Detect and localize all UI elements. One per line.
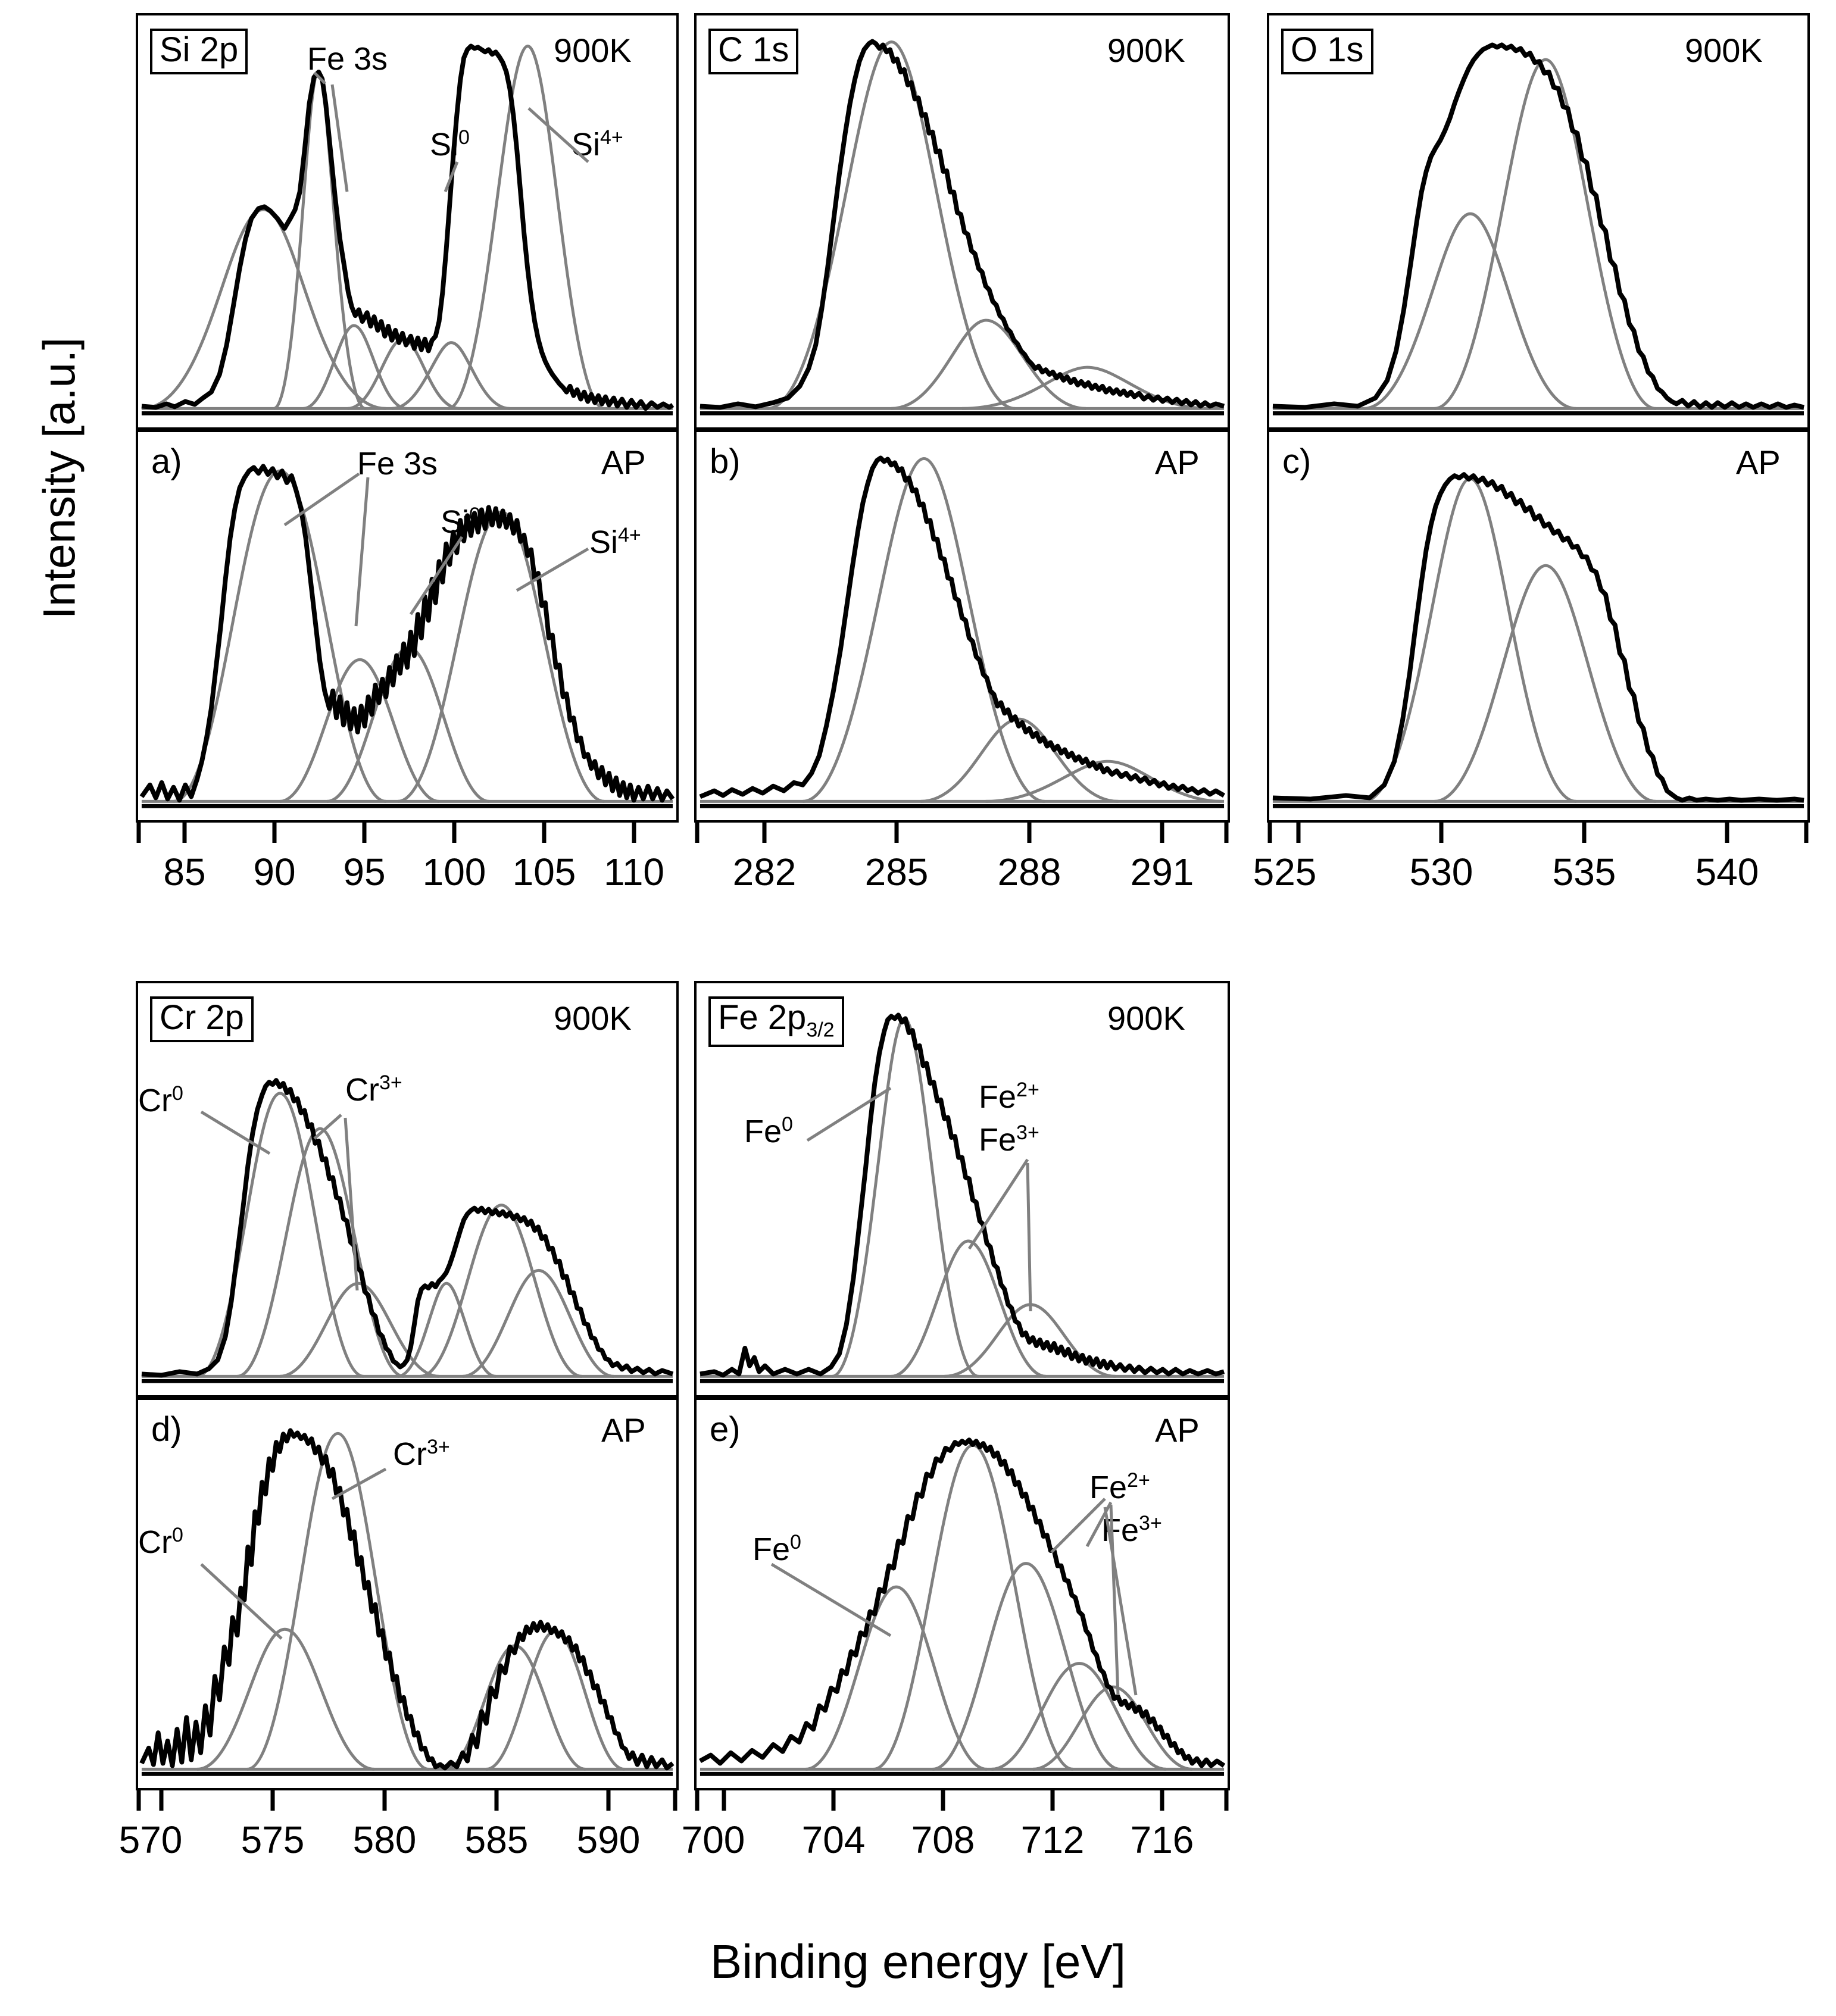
si4-sup: 4+: [618, 524, 641, 546]
panel-e-top-label-fe0: [744, 1113, 793, 1150]
tick-label: 110: [603, 851, 665, 893]
tick-label: 575: [241, 1818, 305, 1861]
spectrum-o1s-ap: [1269, 432, 1807, 820]
panel-b-letter: b): [710, 442, 741, 481]
y-axis-label: Intensity [a.u.]: [34, 337, 85, 620]
panel-a-top-label-si4: [572, 126, 623, 163]
panel-fe2p-ap: [694, 1398, 1230, 1790]
tick-label: 291: [1130, 851, 1194, 893]
panel-a-tick-labels: [136, 850, 679, 898]
cr0-sup: 0: [171, 1524, 183, 1546]
panel-d-letter: d): [151, 1410, 182, 1449]
cr3-text: Cr: [345, 1072, 379, 1108]
panel-a-bottom-condition: AP: [601, 443, 646, 481]
fe3-text: Fe: [1101, 1512, 1139, 1548]
fe2p-sub: 3/2: [806, 1018, 835, 1042]
cr0-sup: 0: [171, 1082, 183, 1105]
spectrum-o1s-900k: [1269, 15, 1807, 427]
panel-d-bottom-label-cr0: [138, 1524, 183, 1561]
si4-sup: 4+: [600, 126, 623, 149]
panel-a-region-tag: Si 2p: [150, 29, 248, 74]
panel-e-top-condition: 900K: [1107, 999, 1185, 1037]
panel-o1s-ap: [1267, 430, 1810, 823]
panel-si2p-900k: [136, 13, 679, 430]
panel-e-top-label-fe2: [979, 1079, 1039, 1115]
panel-b-xaxis: [694, 823, 1230, 846]
cr3-text: Cr: [393, 1436, 427, 1472]
panel-e-bottom-label-fe0: [752, 1531, 801, 1568]
tick-label: 570: [118, 1818, 183, 1861]
panel-d-region-tag: Cr 2p: [150, 996, 254, 1042]
tick-label: 590: [576, 1818, 641, 1861]
panel-c-xaxis: [1267, 823, 1810, 846]
panel-cr2p-900k: [136, 981, 679, 1398]
panel-c1s-900k: [694, 13, 1230, 430]
si0-sup: 0: [469, 504, 480, 526]
cr0-text: Cr: [138, 1524, 172, 1560]
spectrum-si2p-900k: [138, 15, 676, 427]
tick-label: 85: [163, 851, 206, 893]
si4-text: Si: [572, 127, 601, 162]
panel-a-letter: a): [151, 442, 182, 481]
panel-a-bottom-label-si0: [441, 504, 480, 540]
fe3-text: Fe: [979, 1122, 1017, 1158]
panel-a-top-label-si0: [430, 126, 470, 163]
panel-d-top-label-cr0: [138, 1082, 183, 1119]
tick-label: 704: [801, 1818, 866, 1861]
fe2-text: Fe: [979, 1079, 1017, 1115]
panel-e-bottom-label-fe2: [1089, 1469, 1150, 1506]
panel-a-bottom-label-fe3s: Fe 3s: [357, 446, 438, 482]
tick-label: 700: [681, 1818, 745, 1861]
tick-label: 105: [512, 851, 576, 893]
cr3-sup: 3+: [426, 1436, 450, 1458]
panel-c-region-tag: O 1s: [1281, 29, 1373, 74]
fe3-sup: 3+: [1139, 1512, 1162, 1534]
tick-label: 285: [864, 851, 929, 893]
tick-label: 288: [997, 851, 1061, 893]
panel-b-bottom-condition: AP: [1155, 443, 1200, 481]
panel-a-top-label-fe3s: Fe 3s: [307, 41, 388, 77]
si0-sup: 0: [458, 126, 470, 149]
panel-si2p-ap: [136, 430, 679, 823]
tick-label: 540: [1695, 851, 1759, 893]
tick-label: 580: [352, 1818, 417, 1861]
panel-b-tick-labels: [694, 850, 1230, 898]
tick-label: 585: [464, 1818, 529, 1861]
spectrum-si2p-ap: [138, 432, 676, 820]
fe3-sup: 3+: [1016, 1121, 1039, 1144]
fe2-sup: 2+: [1127, 1469, 1150, 1492]
spectrum-c1s-900k: [697, 15, 1228, 427]
panel-d-top-condition: 900K: [554, 999, 632, 1037]
panel-c-top-condition: 900K: [1685, 32, 1763, 69]
si4-text: Si: [589, 524, 619, 560]
panel-b-top-condition: 900K: [1107, 32, 1185, 69]
panel-c1s-ap: [694, 430, 1230, 823]
tick-label: 708: [911, 1818, 975, 1861]
tick-label: 530: [1409, 851, 1473, 893]
cr3-sup: 3+: [379, 1071, 402, 1094]
spectrum-fe2p-ap: [697, 1400, 1228, 1788]
panel-b-region-tag: C 1s: [708, 29, 798, 74]
fe0-sup: 0: [790, 1531, 801, 1554]
fe0-text: Fe: [752, 1531, 791, 1567]
fe2p-text: Fe 2p: [718, 998, 807, 1037]
tick-label: 90: [253, 851, 296, 893]
panel-a-xaxis: [136, 823, 679, 846]
panel-a-top-condition: 900K: [554, 32, 632, 69]
panel-c-letter: c): [1282, 442, 1312, 481]
panel-d-xaxis: [136, 1790, 679, 1814]
fe0-text: Fe: [744, 1114, 782, 1149]
panel-c-bottom-condition: AP: [1736, 443, 1781, 481]
panel-e-region-tag: [708, 996, 844, 1047]
panel-d-top-label-cr3: [345, 1071, 402, 1108]
panel-o1s-900k: [1267, 13, 1810, 430]
fe2-text: Fe: [1089, 1470, 1128, 1505]
panel-c-tick-labels: [1253, 850, 1810, 898]
tick-label: 525: [1253, 851, 1317, 893]
fe2-sup: 2+: [1016, 1079, 1039, 1101]
panel-e-bottom-label-fe3: [1101, 1512, 1162, 1549]
fe0-sup: 0: [782, 1113, 793, 1136]
panel-a-bottom-label-si4: [589, 524, 641, 561]
panel-e-letter: e): [710, 1410, 741, 1449]
si0-text: Si: [441, 504, 470, 540]
tick-label: 95: [343, 851, 386, 893]
panel-d-bottom-label-cr3: [393, 1436, 450, 1473]
cr0-text: Cr: [138, 1083, 172, 1118]
tick-label: 535: [1552, 851, 1616, 893]
panel-e-tick-labels: [681, 1818, 1230, 1865]
tick-label: 716: [1130, 1818, 1194, 1861]
tick-label: 712: [1020, 1818, 1085, 1861]
panel-d-bottom-condition: AP: [601, 1411, 646, 1449]
tick-label: 100: [422, 851, 486, 893]
panel-d-tick-labels: [118, 1818, 679, 1865]
spectrum-c1s-ap: [697, 432, 1228, 820]
si0-text: Si: [430, 127, 459, 162]
panel-e-top-label-fe3: [979, 1121, 1039, 1158]
panel-e-bottom-condition: AP: [1155, 1411, 1200, 1449]
spectrum-cr2p-900k: [138, 983, 676, 1395]
panel-e-xaxis: [694, 1790, 1230, 1814]
tick-label: 282: [732, 851, 797, 893]
x-axis-label: Binding energy [eV]: [710, 1935, 1126, 1988]
